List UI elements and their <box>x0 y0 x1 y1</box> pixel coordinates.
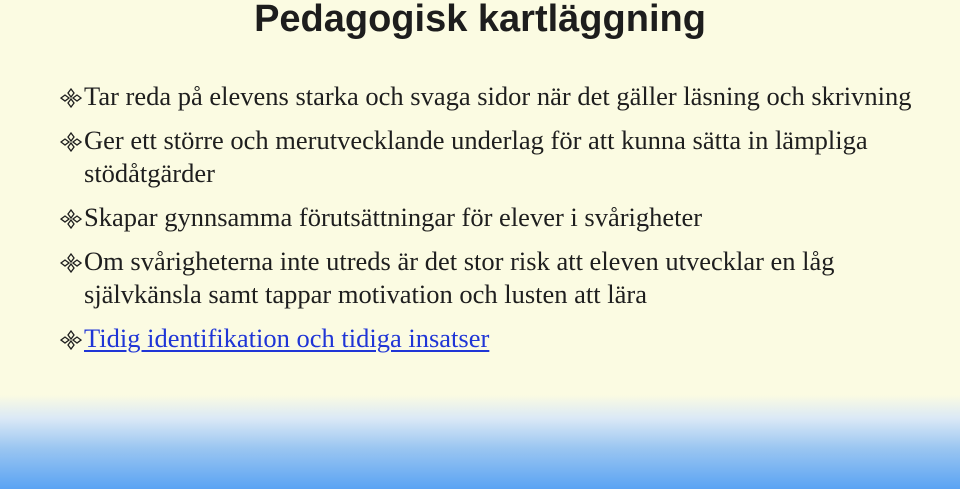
identification-link[interactable]: Tidig identifikation och tidiga insatser <box>84 323 490 353</box>
bullet-item <box>60 245 940 311</box>
bullet-item <box>60 322 940 355</box>
bullet-text: Skapar gynnsamma förutsättningar för elever i svårigheter <box>84 202 703 232</box>
four-diamond-bullet-icon <box>60 253 82 273</box>
four-diamond-bullet-icon <box>60 88 82 108</box>
bullet-list <box>60 80 940 366</box>
bullet-item <box>60 80 940 113</box>
bullet-item <box>60 124 940 190</box>
bullet-text: Ger ett större och merutvecklande underlag för att kunna sätta in lämpliga stödåtgärder <box>84 125 868 188</box>
bullet-text: Om svårigheterna inte utreds är det stor risk att eleven utvecklar en låg självkänsla samt tappar motivation och lusten att lära <box>84 246 835 309</box>
four-diamond-bullet-icon <box>60 330 82 350</box>
bullet-item <box>60 201 940 234</box>
four-diamond-bullet-icon <box>60 209 82 229</box>
slide-title: Pedagogisk kartläggning <box>254 0 706 40</box>
four-diamond-bullet-icon <box>60 132 82 152</box>
bullet-text: Tar reda på elevens starka och svaga sidor när det gäller läsning och skrivning <box>84 81 912 111</box>
